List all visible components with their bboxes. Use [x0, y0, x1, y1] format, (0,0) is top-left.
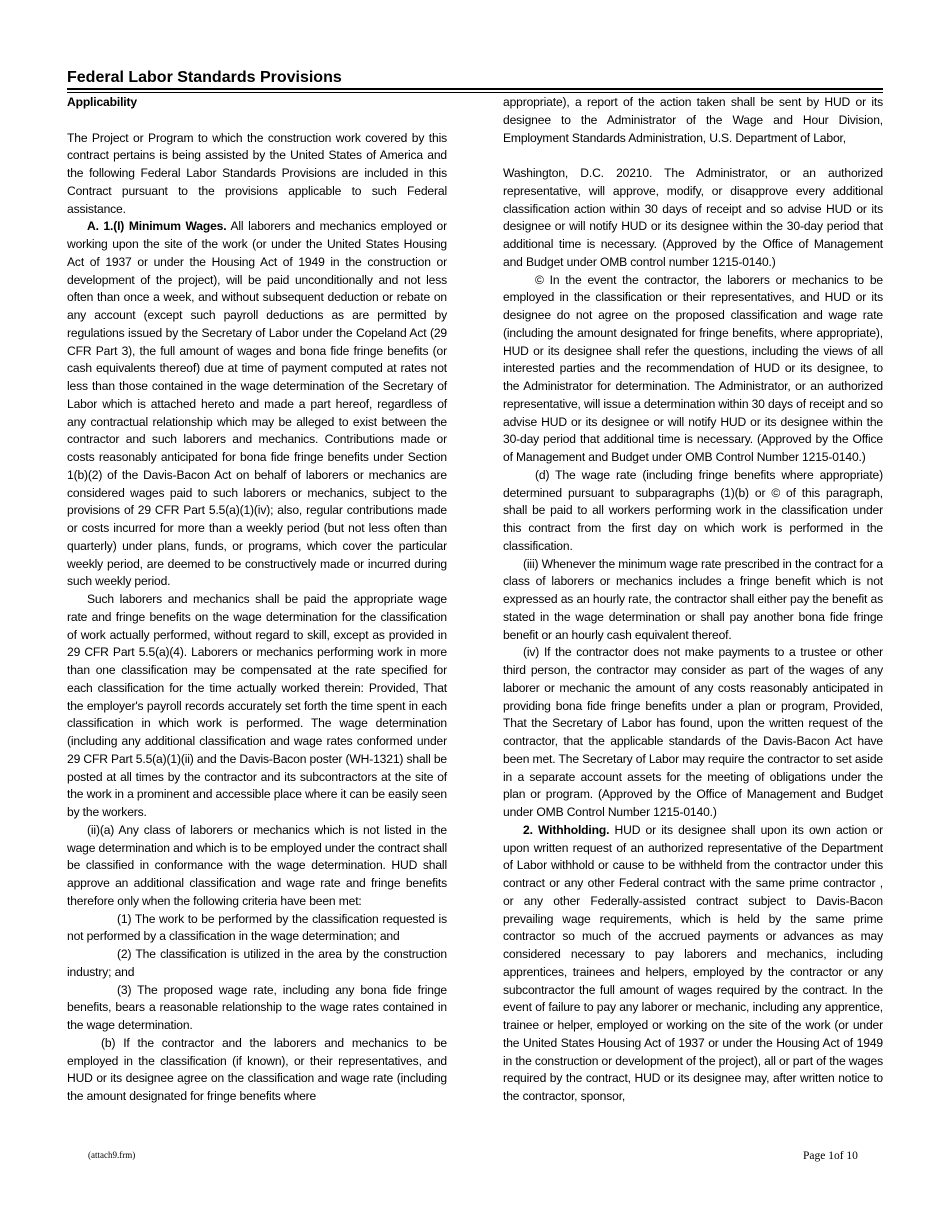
paragraph-iii: (iii) Whenever the minimum wage rate prescribed in the contract for a class of laborers or mechanics includes a fringe benefit which is not expressed as an hourly rate, the contractor shall either pay the benefit as stated in the wage determination or shall pay another bona fide fringe benefit or an hourly cash equivalent thereof.	[503, 556, 884, 642]
minimum-wages-label: A. 1.(I) Minimum Wages.	[87, 219, 227, 234]
page-title: Federal Labor Standards Provisions	[67, 69, 342, 86]
such-laborers-paragraph: Such laborers and mechanics shall be paid the appropriate wage rate and fringe benefits on the wage determination for the classification of work actually performed, without regard to skill, except as provided in 29 CFR Part 5.5(a)(4). Laborers or mechanics performing work in more than one classification may be compensated at the rate specified for each classification for the time actually worked therein: Provided, That the employer's payroll records accurately set forth the time spent in each classification in which work is performed. The wage determination (including any additional classification and wage rates conformed under 29 CFR Part 5.5(a)(1)(ii) and the Davis-Bacon poster (WH-1321) shall be posted at all times by the contractor and its subcontractors at the site of the work in a prominent and accessible place where it can be easily seen by the workers.	[67, 592, 447, 819]
criteria-2-paragraph: (2) The classification is utilized in the area by the construction industry; and	[67, 947, 447, 979]
withholding-paragraph	[503, 822, 883, 1106]
paragraph-d: (d) The wage rate (including fringe benefits where appropriate) determined pursuant to subparagraphs (1)(b) or © of this paragraph, shall be paid to all workers performing work in the classification under this contract from the first day on which work is performed in the classification.	[503, 467, 883, 553]
footer-filename: (attach9.frm)	[88, 1150, 136, 1160]
criteria-3-paragraph: (3) The proposed wage rate, including any bona fide fringe benefits, bears a reasonable relationship to the wage rates contained in the wage determination.	[67, 982, 447, 1032]
washington-paragraph: Washington, D.C. 20210. The Administrator, or an authorized representative, will approve, modify, or disapprove every additional classification action within 30 days of receipt and so advise HUD or its designee or will notify HUD or its designee within the 30-day period that additional time is necessary. (Approved by the Office of Management and Budget under OMB control number 1215-0140.)	[503, 166, 883, 269]
minimum-wages-text: All laborers and mechanics employed or working upon the site of the work (or under the United States Housing Act of 1937 or under the Housing Act of 1949 in the construction or development of the project), will be paid unconditionally and not less often than once a week, and without subsequent deduction or rebate on any account (except such payroll deductions as are permitted by regulations issued by the Secretary of Labor under the Copeland Act (29 CFR Part 3), the full amount of wages and bona fide fringe benefits (or cash equivalents thereof) due at time of payment computed at rates not less than those contained in the wage determination of the Secretary of Labor which is attached hereto and made a part hereof, regardless of any contractual relationship which may be alleged to exist between the contractor and such laborers and mechanics. Contributions made or costs reasonably anticipated for bona fide fringe benefits under Section 1(b)(2) of the Davis-Bacon Act on behalf of laborers or mechanics are considered wages paid to such laborers or mechanics, subject to the provisions of 29 CFR Part 5.5(a)(1)(iv); also, regular contributions made or costs incurred for more than a weekly period (but not less often than quarterly) under plans, funds, or programs, which cover the particular weekly period, are deemed to be constructively made or incurred during such weekly period.	[67, 219, 447, 589]
title-rule-thick	[67, 88, 883, 90]
withholding-label: 2. Withholding.	[523, 822, 610, 837]
paragraph-c: © In the event the contractor, the laborers or mechanics to be employed in the classification or their representatives, and HUD or its designee do not agree on the proposed classification and wage rate (including the amount designated for fringe benefits, where appropriate), HUD or its designee shall refer the questions, including the views of all interested parties and the recommendation of HUD or its designee, to the Administrator for determination. The Administrator, or an authorized representative, will issue a determination within 30 days of receipt and so advise HUD or its designee or will notify HUD or its designee within the 30-day period that additional time is necessary. (Approved by the Office of Management and Budget under OMB Control Number 1215-0140.)	[503, 272, 883, 464]
left-column	[67, 94, 447, 1106]
paragraph-ii-a: (ii)(a) Any class of laborers or mechanics which is not listed in the wage determination and which is to be employed under the contract shall be classified in conformance with the wage determination. HUD shall approve an additional classification and wage rate and fringe benefits therefore only when the following criteria have been met:	[67, 822, 447, 908]
withholding-text: HUD or its designee shall upon its own action or upon written request of an authorized representative of the Department of Labor withhold or cause to be withheld from the contractor under this contract or any other Federal contract with the same prime contractor , or any other Federally-assisted contract subject to Davis-Bacon prevailing wage requirements, which is held by the same prime contractor so much of the accrued payments or advances as may considered necessary to pay laborers and mechanics, including apprentices, trainees and helpers, employed by the contractor or any subcontractor the full amount of wages required by the contract. In the event of failure to pay any laborer or mechanic, including any apprentice, trainee or helper, employed or working on the site of the work (or under the United States Housing Act of 1937 or under the Housing Act of 1949 in the construction or development of the project), all or part of the wages required by the contract, HUD or its designee may, after written notice to the contractor, sponsor,	[503, 822, 883, 1103]
intro-paragraph: The Project or Program to which the construction work covered by this contract pertains is being assisted by the United States of America and the following Federal Labor Standards Provisions are included in this Contract pursuant to the provisions applicable to such Federal assistance.	[67, 130, 447, 216]
criteria-1-paragraph: (1) The work to be performed by the classification requested is not performed by a classification in the wage determination; and	[67, 911, 447, 944]
title-rule-thin	[67, 92, 883, 93]
minimum-wages-paragraph	[67, 218, 447, 591]
section-heading: Applicability	[67, 95, 137, 109]
footer-page-number: Page 1of 10	[803, 1150, 858, 1162]
paragraph-iv: (iv) If the contractor does not make payments to a trustee or other third person, the contractor may consider as part of the wages of any laborer or mechanic the amount of any costs reasonably anticipated in providing bona fide fringe benefits under a plan or program, Provided, That the Secretary of Labor has found, upon the written request of the contractor, that the applicable standards of the Davis-Bacon Act have been met. The Secretary of Labor may require the contractor to set aside in a separate account assets for the meeting of obligations under the plan or program. (Approved by the Office of Management and Budget under OMB Control Number 1215-0140.)	[503, 645, 883, 819]
continuation-paragraph: appropriate), a report of the action taken shall be sent by HUD or its designee to the Administrator of the Wage and Hour Division, Employment Standards Administration, U.S. Department of Labor,	[503, 95, 883, 145]
right-column	[503, 94, 883, 1106]
paragraph-b: (b) If the contractor and the laborers and mechanics to be employed in the classification (if known), or their representatives, and HUD or its designee agree on the classification and wage rate (including the amount designated for fringe benefits where	[67, 1035, 447, 1103]
